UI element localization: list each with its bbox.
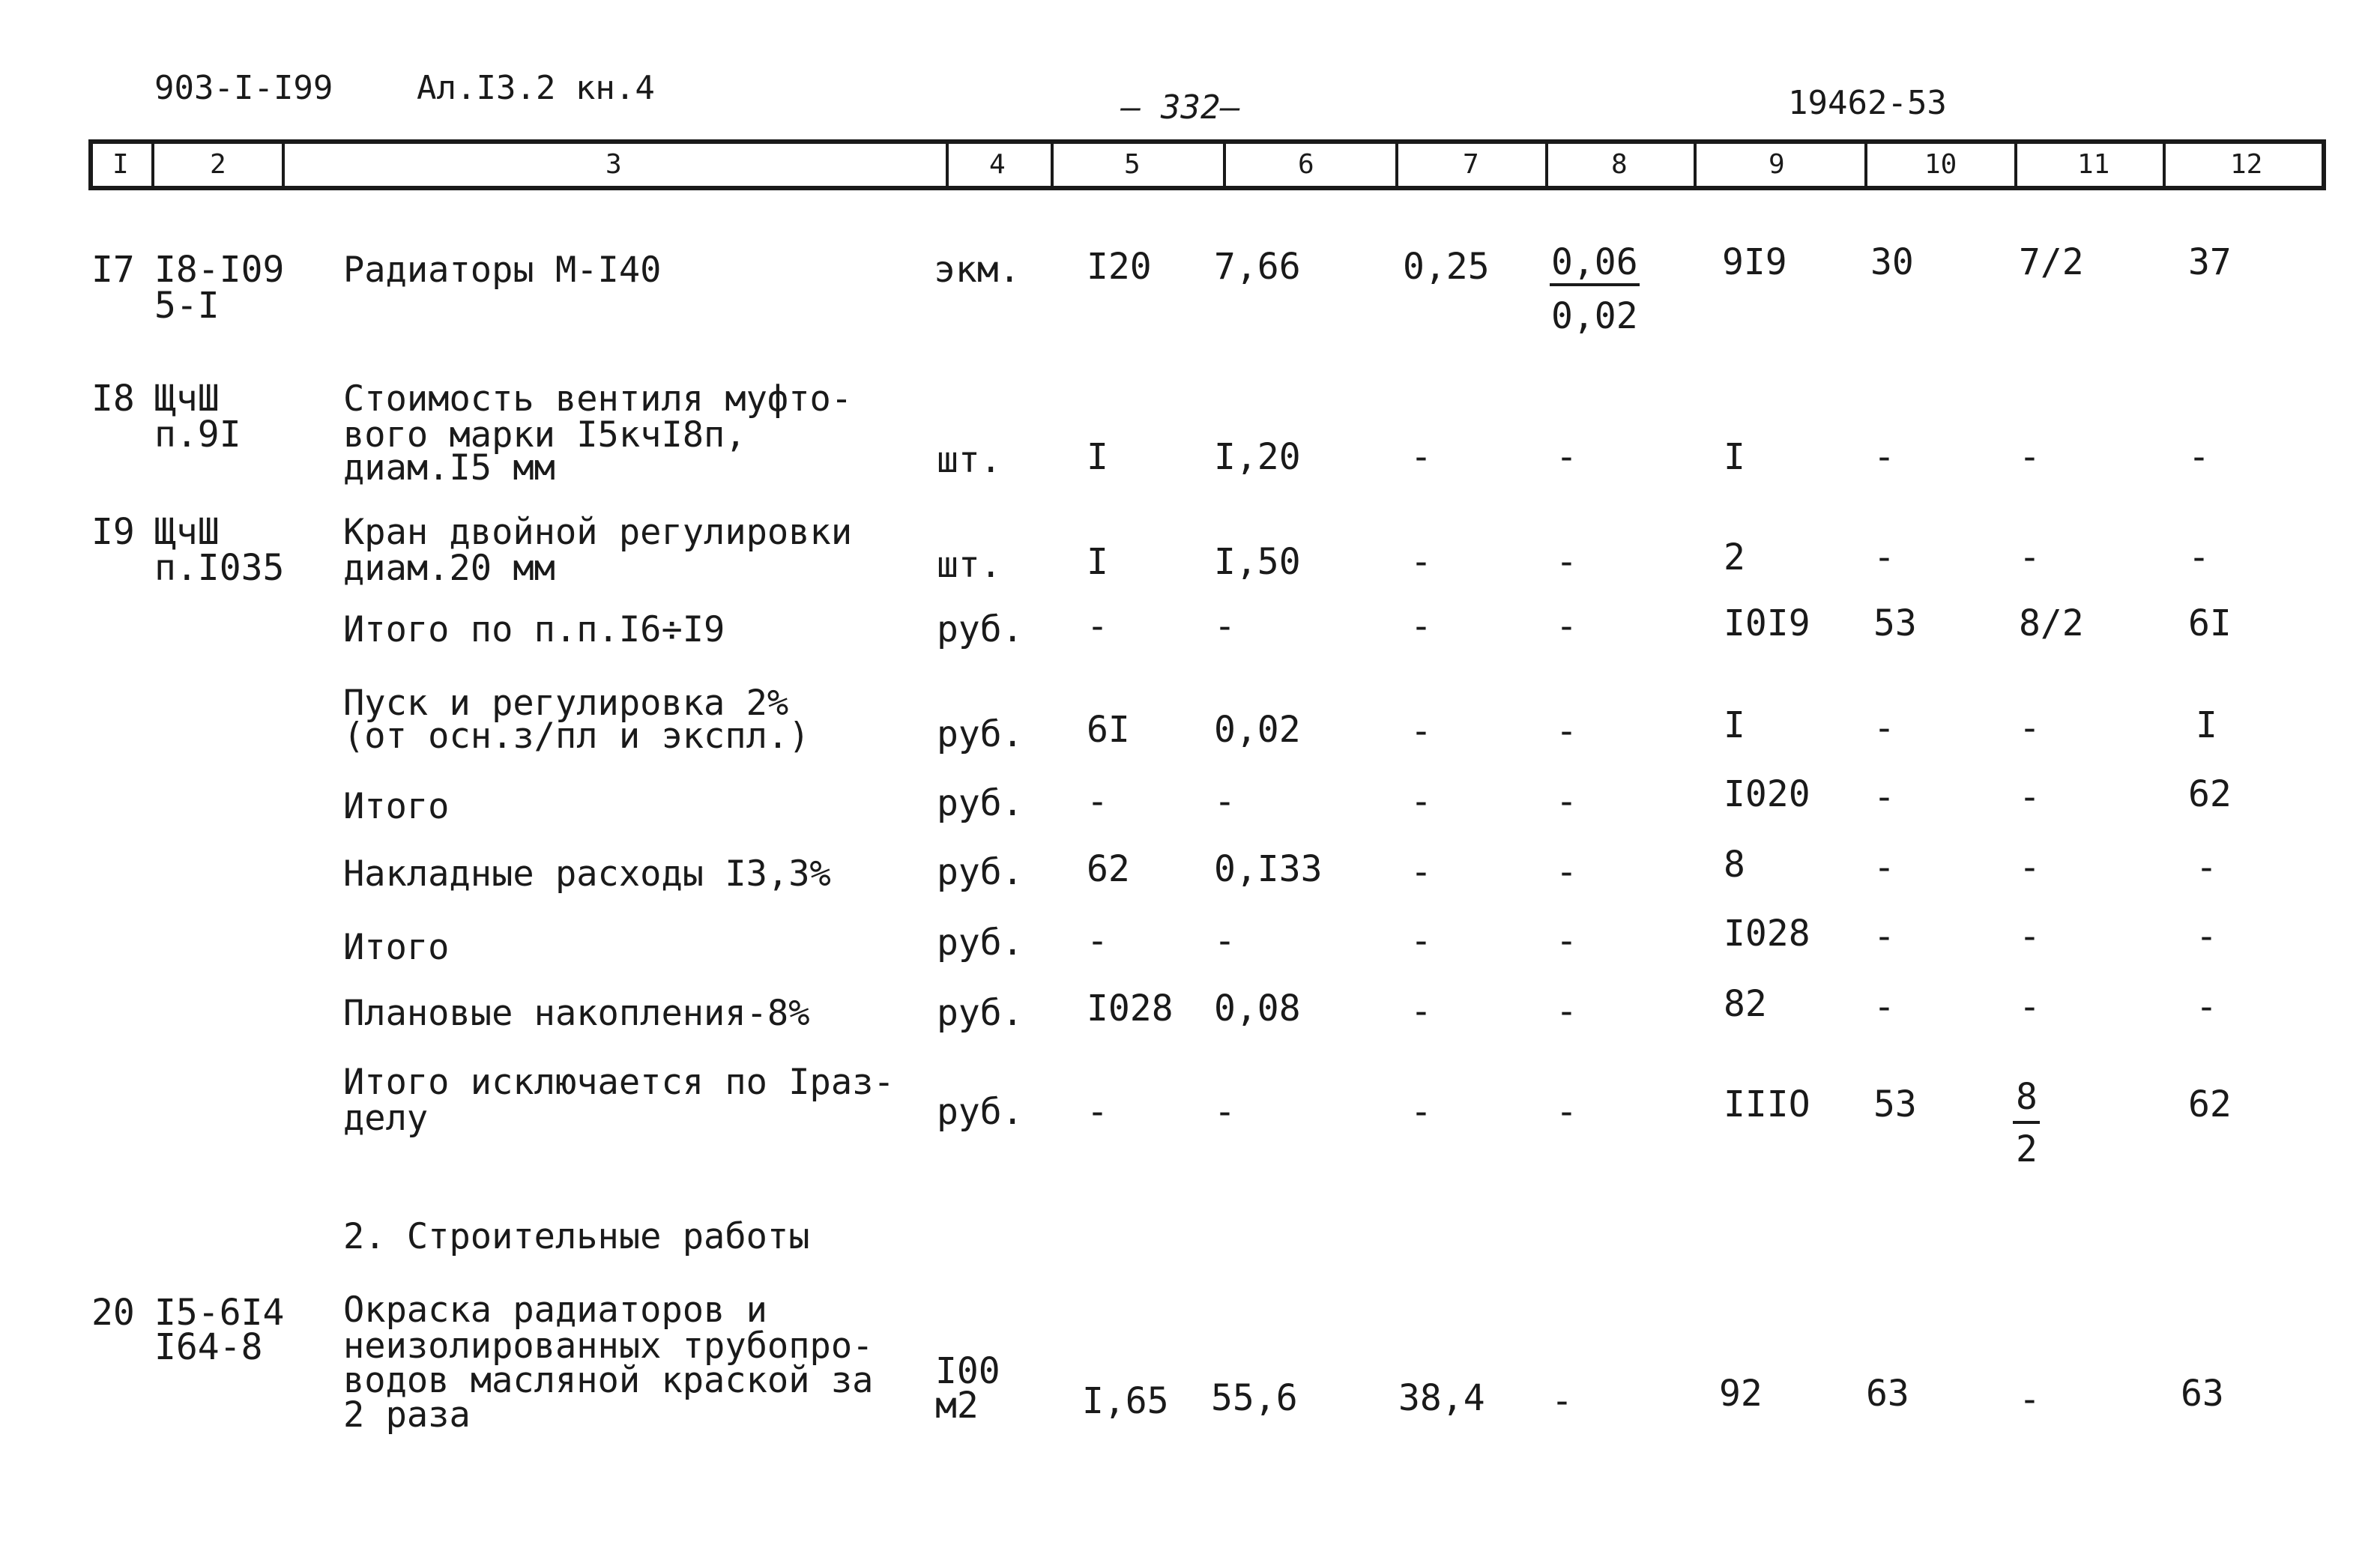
col-10: 30: [1870, 241, 1914, 283]
total-cost: 82: [1724, 983, 1767, 1025]
col-7: -: [1410, 851, 1432, 893]
total-cost: 9I9: [1722, 241, 1787, 283]
row-description: неизолированных трубопро-: [343, 1325, 874, 1367]
total-cost: I: [1724, 436, 1745, 478]
col-7: -: [1410, 781, 1432, 823]
col-10: 63: [1866, 1373, 1909, 1415]
unit-cost: 0,I33: [1214, 848, 1323, 890]
col-8: -: [1556, 436, 1577, 478]
rate-code: 5-I: [154, 285, 220, 327]
unit-cost: 0,08: [1214, 988, 1301, 1030]
total-cost: I028: [1724, 913, 1810, 955]
row-description: Итого исключается по Iраз-: [343, 1062, 895, 1103]
col-10: -: [1873, 776, 1895, 818]
rate-code: ЩчШ: [154, 511, 220, 553]
unit-cost: -: [1214, 781, 1236, 823]
col-8-denominator: 0,02: [1551, 295, 1638, 337]
col-7: -: [1410, 541, 1432, 583]
total-cost: 2: [1724, 536, 1745, 578]
col-10: -: [1873, 536, 1895, 578]
col-10: -: [1873, 707, 1895, 749]
col-7: -: [1410, 710, 1432, 752]
rate-code: ЩчШ: [154, 378, 220, 420]
unit-cost: -: [1214, 605, 1236, 647]
row-description: Кран двойной регулировки: [343, 512, 853, 553]
col-11: -: [2019, 916, 2041, 958]
col-11: -: [2019, 536, 2041, 578]
col-12: -: [2196, 916, 2217, 958]
col-11: -: [2019, 1379, 2041, 1421]
quantity: -: [1087, 781, 1108, 823]
quantity: -: [1087, 605, 1108, 647]
column-number-11: 11: [2077, 149, 2110, 180]
col-11: -: [2019, 776, 2041, 818]
col-12: -: [2196, 986, 2217, 1028]
row-description: Стоимость вентиля муфто-: [343, 378, 853, 420]
total-cost: I020: [1724, 773, 1810, 815]
col-11: -: [2019, 986, 2041, 1028]
col-12: -: [2188, 436, 2210, 478]
col-10: -: [1873, 436, 1895, 478]
unit: руб.: [937, 1091, 1024, 1133]
unit-cost: 55,6: [1211, 1377, 1298, 1419]
col-8: -: [1556, 541, 1577, 583]
column-number-9: 9: [1769, 149, 1785, 180]
col-8-numerator: 0,06: [1551, 241, 1638, 283]
unit: экм.: [934, 249, 1021, 291]
row-description: Накладные расходы I3,3%: [343, 853, 831, 895]
row-description: вого марки I5кчI8п,: [343, 414, 746, 456]
col-7: -: [1410, 605, 1432, 647]
col-8: -: [1556, 1091, 1577, 1133]
unit: руб.: [937, 782, 1024, 824]
col-12: 62: [2188, 773, 2232, 815]
quantity: I: [1087, 541, 1108, 583]
col-12: 37: [2188, 241, 2232, 283]
col-11: -: [2019, 847, 2041, 889]
column-number-4: 4: [989, 149, 1006, 180]
quantity: -: [1087, 920, 1108, 962]
quantity: 62: [1087, 848, 1130, 890]
total-cost: I: [1724, 704, 1745, 746]
row-description: Окраска радиаторов и: [343, 1290, 767, 1331]
unit: I00: [935, 1350, 1000, 1392]
col-12: 6I: [2188, 602, 2232, 644]
row-description: диам.I5 мм: [343, 447, 555, 489]
col-12: I: [2196, 704, 2217, 746]
fraction-bar: [2013, 1121, 2040, 1124]
unit: м2: [935, 1385, 979, 1427]
section-heading: 2. Строительные работы: [343, 1216, 810, 1257]
col-7: 0,25: [1403, 246, 1490, 288]
unit: шт.: [937, 544, 1002, 586]
col-10: 53: [1873, 602, 1917, 644]
col-12: 62: [2188, 1083, 2232, 1125]
row-description: диам.20 мм: [343, 548, 555, 589]
col-10: 53: [1873, 1083, 1917, 1125]
unit-cost: I,50: [1214, 541, 1301, 583]
unit: руб.: [937, 922, 1024, 964]
unit-cost: 0,02: [1214, 709, 1301, 751]
album-reference: Ал.I3.2 кн.4: [417, 69, 655, 107]
row-description: Пуск и регулировка 2%: [343, 683, 789, 724]
quantity: I028: [1087, 988, 1174, 1030]
unit: руб.: [937, 851, 1024, 893]
document-code: 903-I-I99: [154, 69, 333, 107]
col-7: 38,4: [1398, 1377, 1485, 1419]
col-8: -: [1556, 991, 1577, 1032]
rate-code: п.9I: [154, 414, 241, 456]
col-8: -: [1556, 605, 1577, 647]
column-number-6: 6: [1298, 149, 1314, 180]
row-description: Итого: [343, 786, 450, 827]
column-number-12: 12: [2230, 149, 2263, 180]
page-number: — 332—: [1121, 88, 1240, 127]
rate-code: I5-6I4: [154, 1292, 285, 1334]
row-description: Итого по п.п.I6÷I9: [343, 609, 725, 650]
fraction-bar: [1550, 283, 1640, 286]
registry-number: 19462-53: [1788, 84, 1947, 122]
col-11: 8/2: [2019, 602, 2084, 644]
unit: руб.: [937, 992, 1024, 1034]
quantity: I,65: [1082, 1380, 1169, 1422]
unit: руб.: [937, 713, 1024, 755]
col-11-numerator: 8: [2016, 1076, 2038, 1118]
row-description: (от осн.з/пл и экспл.): [343, 716, 810, 757]
col-11: -: [2019, 436, 2041, 478]
col-7: -: [1410, 920, 1432, 962]
unit: шт.: [937, 439, 1002, 481]
column-number-2: 2: [210, 149, 226, 180]
column-number-8: 8: [1611, 149, 1628, 180]
row-description: Плановые накопления-8%: [343, 993, 810, 1034]
col-8: -: [1556, 710, 1577, 752]
unit-cost: 7,66: [1214, 246, 1301, 288]
row-description: 2 раза: [343, 1394, 471, 1436]
column-number-1: I: [112, 149, 129, 180]
column-number-3: 3: [605, 149, 622, 180]
row-description: делу: [343, 1098, 429, 1139]
col-8: -: [1556, 781, 1577, 823]
col-12: -: [2188, 536, 2210, 578]
quantity: 6I: [1087, 709, 1130, 751]
row-number: I7: [91, 249, 135, 291]
row-description: водов масляной краской за: [343, 1360, 874, 1401]
rate-code: I64-8: [154, 1326, 263, 1368]
col-10: -: [1873, 916, 1895, 958]
total-cost: 8: [1724, 844, 1745, 886]
col-12: 63: [2181, 1373, 2224, 1415]
column-number-10: 10: [1924, 149, 1957, 180]
row-description: Радиаторы М-I40: [343, 250, 662, 291]
total-cost: 92: [1719, 1373, 1763, 1415]
row-number: 20: [91, 1292, 135, 1334]
row-description: Итого: [343, 927, 450, 968]
total-cost: IIIO: [1724, 1083, 1810, 1125]
col-12: -: [2196, 847, 2217, 889]
rate-code: п.I035: [154, 547, 285, 589]
col-7: -: [1410, 1091, 1432, 1133]
row-number: I8: [91, 378, 135, 420]
col-8: -: [1556, 851, 1577, 893]
unit-cost: -: [1214, 920, 1236, 962]
rate-code: I8-I09: [154, 249, 285, 291]
quantity: I: [1087, 436, 1108, 478]
total-cost: I0I9: [1724, 602, 1810, 644]
column-number-7: 7: [1463, 149, 1479, 180]
quantity: I20: [1087, 246, 1152, 288]
col-8: -: [1551, 1380, 1573, 1422]
col-7: -: [1410, 436, 1432, 478]
row-number: I9: [91, 511, 135, 553]
quantity: -: [1087, 1091, 1108, 1133]
col-10: -: [1873, 986, 1895, 1028]
unit-cost: -: [1214, 1091, 1236, 1133]
col-7: -: [1410, 991, 1432, 1032]
column-number-5: 5: [1124, 149, 1141, 180]
unit: руб.: [937, 608, 1024, 650]
col-10: -: [1873, 847, 1895, 889]
col-11: -: [2019, 707, 2041, 749]
col-8: -: [1556, 920, 1577, 962]
col-11: 7/2: [2019, 241, 2084, 283]
col-11-denominator: 2: [2016, 1128, 2038, 1170]
unit-cost: I,20: [1214, 436, 1301, 478]
